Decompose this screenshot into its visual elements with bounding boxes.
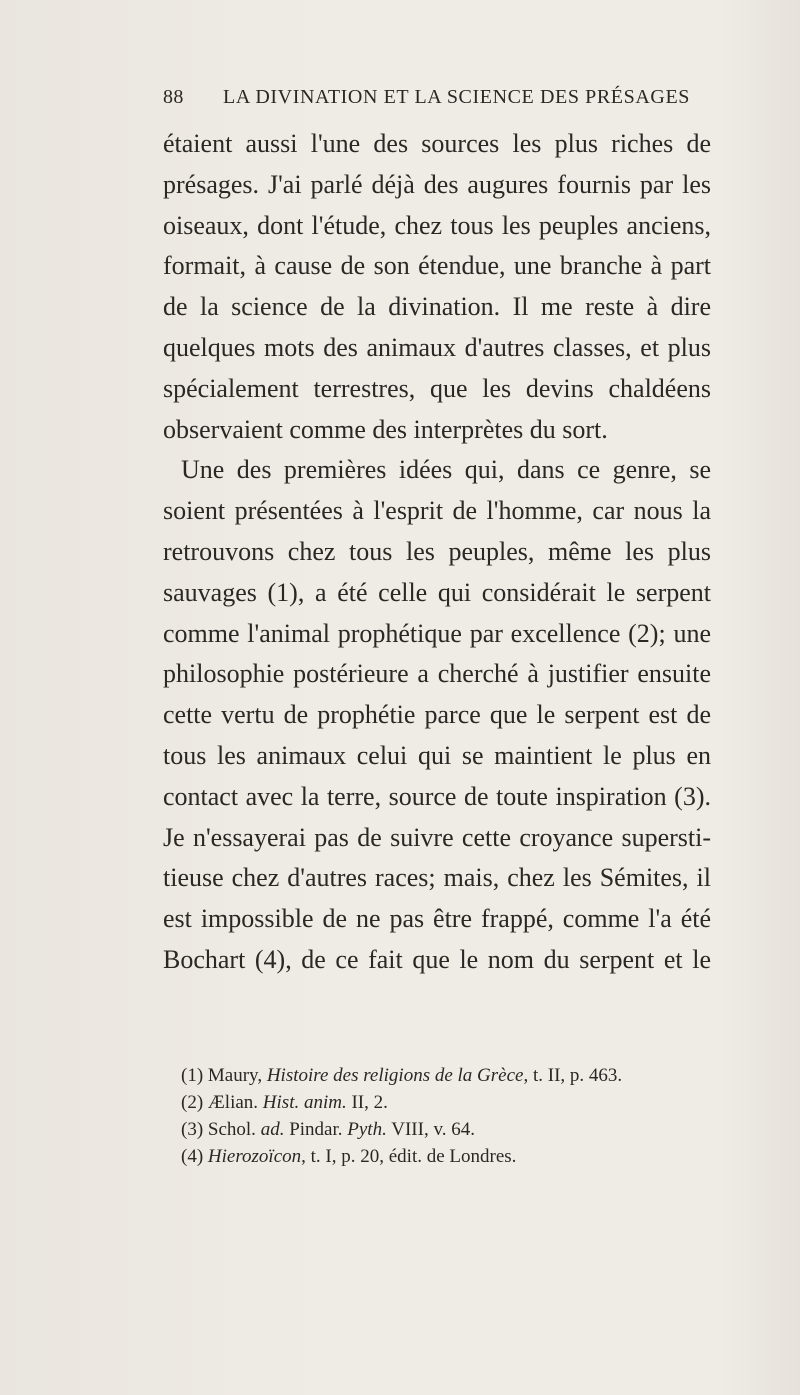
page-number: 88 — [163, 86, 184, 108]
text-line: observaient comme des interprètes du sort. — [163, 414, 608, 444]
footnotes — [163, 1062, 711, 1170]
text-line: cette vertu de prophétie parce que le serpent est de — [163, 700, 711, 730]
footnote-text: Schol. — [207, 1119, 261, 1140]
text-line: tous les animaux celui qui se maintient le plus en — [163, 740, 711, 770]
footnote-text: Ælian. — [207, 1092, 263, 1113]
footnote-title: Pyth. — [347, 1119, 387, 1140]
footnote-text: II, 2. — [346, 1092, 388, 1113]
footnote-text: , t. I, p. 20, édit. de Londres. — [301, 1146, 517, 1167]
text-line: philosophie postérieure a cherché à justifier ensuite — [163, 659, 711, 689]
footnote — [163, 1143, 711, 1170]
text-line: retrouvons chez tous les peuples, même les plus — [163, 536, 711, 566]
text-line: tieuse chez d'autres races; mais, chez les Sémites, il — [163, 863, 711, 893]
text-line: présages. J'ai parlé déjà des augures fournis par les — [163, 169, 711, 199]
footnote-title: Hist. anim. — [262, 1092, 347, 1113]
footnote-title: Histoire des religions de la Grèce — [266, 1065, 524, 1086]
footnote — [163, 1089, 711, 1116]
body-text — [163, 124, 711, 981]
footnote-number: (2) — [181, 1092, 204, 1113]
text-line: formait, à cause de son étendue, une branche à part — [163, 251, 711, 281]
text-line: est impossible de ne pas être frappé, comme l'a été — [163, 904, 711, 934]
footnote-number: (3) — [181, 1119, 204, 1140]
text-line: contact avec la terre, source de toute inspiration (3). — [163, 781, 711, 811]
text-line: Une des premières idées qui, dans ce genre, se — [181, 455, 711, 485]
footnote-number: (1) — [181, 1065, 204, 1086]
text-line: Bochart (4), de ce fait que le nom du serpent et le — [163, 944, 711, 974]
text-line: sauvages (1), a été celle qui considérait le serpent — [163, 577, 711, 607]
text-line: spécialement terrestres, que les devins chaldéens — [163, 373, 711, 403]
footnote-number: (4) — [181, 1146, 204, 1167]
text-line: étaient aussi l'une des sources les plus riches de — [163, 129, 711, 158]
running-title: LA DIVINATION ET LA SCIENCE DES PRÉSAGES — [223, 86, 690, 108]
footnote-text: Pindar. — [284, 1119, 348, 1140]
text-line: Je n'essayerai pas de suivre cette croyance supersti- — [163, 822, 711, 852]
footnote — [163, 1062, 711, 1089]
footnote-title: ad. — [260, 1119, 285, 1140]
footnote-text: Maury, — [207, 1065, 267, 1086]
text-line: de la science de la divination. Il me reste à dire — [163, 292, 711, 322]
running-head — [163, 86, 703, 116]
text-line: oiseaux, dont l'étude, chez tous les peuples anciens, — [163, 210, 711, 240]
footnote-title: Hierozoïcon — [207, 1146, 302, 1167]
footnote-text: VIII, v. 64. — [386, 1119, 475, 1140]
footnote — [163, 1116, 711, 1143]
text-line: quelques mots des animaux d'autres classes, et plus — [163, 332, 711, 362]
text-line: comme l'animal prophétique par excellence (2); une — [163, 618, 711, 648]
text-line: soient présentées à l'esprit de l'homme, car nous la — [163, 496, 711, 526]
footnote-text: , t. II, p. 463. — [523, 1065, 623, 1086]
